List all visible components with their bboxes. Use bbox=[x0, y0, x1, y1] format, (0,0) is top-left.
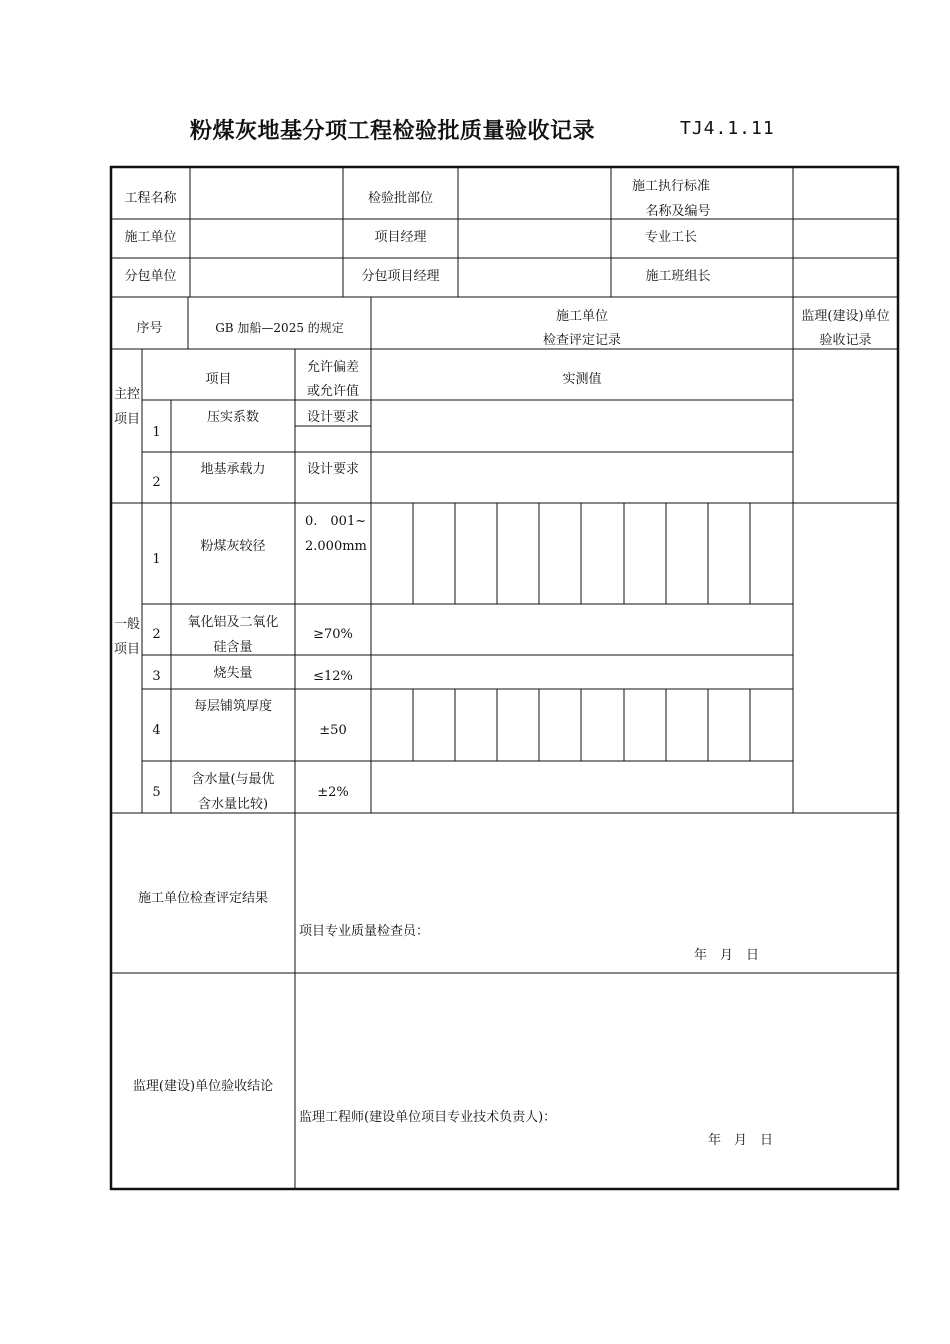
label-standard-line1: 施工执行标准 bbox=[631, 179, 710, 194]
general-item-3-no: 3 bbox=[152, 669, 161, 684]
label-project-name: 工程名称 bbox=[124, 191, 177, 206]
main-item-1-no: 1 bbox=[152, 425, 161, 440]
supervision-label: 监理(建设)单位验收结论 bbox=[132, 1079, 274, 1094]
result-inspector: 项目专业质量检查员： bbox=[299, 924, 430, 939]
label-subcontractor: 分包单位 bbox=[124, 269, 177, 284]
label-team-leader: 施工班组长 bbox=[645, 269, 711, 284]
supervision-date: 年 月 日 bbox=[708, 1133, 774, 1148]
header-tolerance-line1: 允许偏差 bbox=[306, 360, 359, 375]
general-item-4-value: ±50 bbox=[319, 723, 347, 738]
header-supervisor-line2: 验收记录 bbox=[819, 333, 872, 348]
main-item-1-value: 设计要求 bbox=[306, 410, 359, 425]
general-item-1-value-line1: 0. 001~ bbox=[305, 514, 367, 529]
general-item-5-name-line1: 含水量(与最优 bbox=[191, 772, 275, 787]
main-control-label: 主控项目 bbox=[113, 387, 140, 427]
header-standard: GB 加船—2025 的规定 bbox=[215, 321, 344, 335]
general-item-3-value: ≤12% bbox=[313, 669, 353, 684]
general-item-2-name-line1: 氧化铝及二氧化 bbox=[187, 615, 279, 630]
result-label: 施工单位检查评定结果 bbox=[137, 891, 268, 906]
header-unit-check-line2: 检查评定记录 bbox=[542, 333, 621, 348]
general-item-3-name: 烧失量 bbox=[213, 666, 253, 681]
general-item-1-no: 1 bbox=[152, 552, 161, 567]
form-code: TJ4.1.11 bbox=[680, 118, 775, 139]
label-inspection-part: 检验批部位 bbox=[367, 191, 433, 206]
general-item-2-value: ≥70% bbox=[313, 627, 353, 642]
header-unit-check-line1: 施工单位 bbox=[555, 309, 608, 324]
general-item-1-name: 粉煤灰较径 bbox=[200, 539, 266, 554]
main-item-2-value: 设计要求 bbox=[306, 462, 359, 477]
header-tolerance-line2: 或允许值 bbox=[306, 384, 359, 399]
label-foreman: 专业工长 bbox=[644, 230, 697, 245]
general-item-2-name-line2: 硅含量 bbox=[213, 640, 253, 655]
label-project-manager: 项目经理 bbox=[374, 230, 427, 245]
result-date: 年 月 日 bbox=[694, 948, 760, 963]
general-item-5-value: ±2% bbox=[317, 785, 349, 800]
general-item-4-name: 每层铺筑厚度 bbox=[193, 699, 272, 714]
main-item-2-name: 地基承载力 bbox=[200, 462, 266, 477]
header-measured: 实测值 bbox=[562, 372, 602, 387]
header-item: 项目 bbox=[205, 372, 232, 387]
main-item-1-name: 压实系数 bbox=[206, 410, 259, 425]
supervision-engineer: 监理工程师(建设单位项目专业技术负责人)： bbox=[299, 1110, 557, 1125]
general-item-4-no: 4 bbox=[152, 723, 161, 738]
general-item-5-name-line2: 含水量比较) bbox=[197, 797, 269, 812]
general-label: 一般项目 bbox=[113, 617, 140, 657]
label-construction-unit: 施工单位 bbox=[124, 230, 177, 245]
label-standard-line2: 名称及编号 bbox=[645, 204, 711, 219]
general-item-1-value-line2: 2.000mm bbox=[305, 539, 367, 554]
label-sub-project-manager: 分包项目经理 bbox=[361, 269, 440, 284]
header-supervisor-line1: 监理(建设)单位 bbox=[801, 309, 890, 324]
general-item-2-no: 2 bbox=[152, 627, 161, 642]
main-item-2-no: 2 bbox=[152, 475, 161, 490]
general-item-5-no: 5 bbox=[152, 785, 161, 800]
page-title: 粉煤灰地基分项工程检验批质量验收记录 bbox=[190, 119, 596, 144]
header-seq: 序号 bbox=[136, 321, 163, 336]
